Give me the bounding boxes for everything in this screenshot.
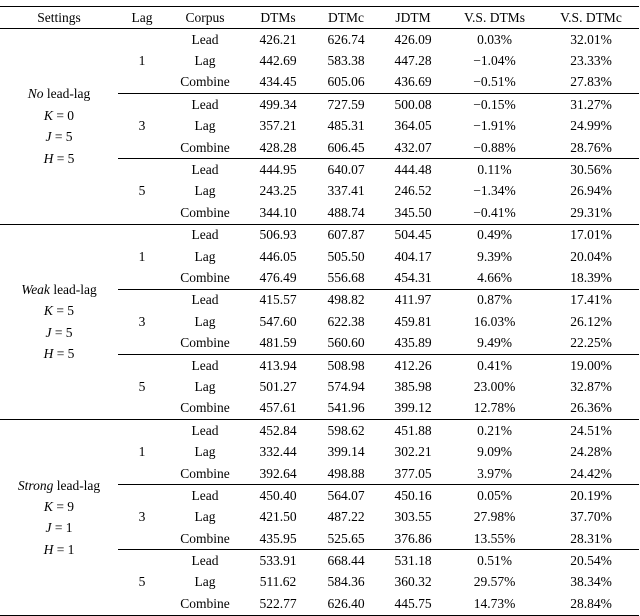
value-cell: 432.07 [394, 139, 432, 155]
value-cell: −1.34% [473, 183, 516, 199]
setting-param: J = 5 [45, 129, 73, 145]
value-cell: 357.21 [259, 118, 297, 134]
value-cell: 626.74 [327, 31, 365, 47]
value-cell: 622.38 [327, 313, 365, 329]
lag-cell: 1 [118, 420, 166, 485]
value-cell: 24.99% [570, 118, 612, 134]
value-cell: 31.27% [543, 94, 639, 116]
value-cell: 574.94 [327, 378, 365, 394]
value-cell: −1.91% [473, 118, 516, 134]
value-cell: 727.59 [312, 94, 380, 116]
value-cell: 444.95 [244, 159, 312, 181]
value-cell: 385.98 [394, 378, 432, 394]
value-cell: 505.50 [327, 248, 365, 264]
col-header-lag: Lag [118, 7, 166, 29]
value-cell: 404.17 [394, 248, 432, 264]
value-cell: −0.41% [473, 204, 516, 220]
value-cell: 450.40 [244, 485, 312, 507]
setting-param: K = 9 [43, 498, 75, 514]
col-header-vs-dtmc: V.S. DTMc [543, 7, 639, 29]
header-row [0, 7, 639, 29]
value-cell: 488.74 [327, 204, 365, 220]
table-row [0, 224, 639, 246]
value-cell: 500.08 [380, 94, 446, 116]
corpus-cell: Lag [194, 53, 216, 69]
corpus-cell: Combine [180, 204, 230, 220]
value-cell: 9.49% [477, 335, 512, 351]
value-cell: 511.62 [259, 574, 297, 590]
corpus-cell: Lead [166, 420, 244, 442]
value-cell: 450.16 [380, 485, 446, 507]
value-cell: 501.27 [259, 378, 297, 394]
setting-param: H = 5 [43, 150, 75, 166]
col-header-jdtm: JDTM [380, 7, 446, 29]
settings-cell [0, 420, 118, 616]
corpus-cell: Lead [191, 31, 219, 47]
value-cell: 246.52 [394, 183, 432, 199]
value-cell: 29.31% [570, 204, 612, 220]
value-cell: 412.26 [380, 354, 446, 376]
col-header-corpus: Corpus [166, 7, 244, 29]
value-cell: 243.25 [259, 183, 297, 199]
value-cell: 24.51% [543, 420, 639, 442]
value-cell: 364.05 [394, 118, 432, 134]
value-cell: 584.36 [327, 574, 365, 590]
value-cell: 498.82 [312, 289, 380, 311]
value-cell: 485.31 [327, 118, 365, 134]
setting-title: Strong lead-lag [17, 477, 101, 493]
value-cell: 508.98 [312, 354, 380, 376]
value-cell: 428.28 [259, 139, 297, 155]
col-header-dtmc: DTMc [312, 7, 380, 29]
corpus-cell: Lead [166, 94, 244, 116]
value-cell: 0.11% [446, 159, 543, 181]
value-cell: 20.19% [543, 485, 639, 507]
value-cell: 28.76% [570, 139, 612, 155]
value-cell: −0.15% [446, 94, 543, 116]
value-cell: 556.68 [327, 269, 365, 285]
lag-cell: 5 [118, 159, 166, 224]
results-table [0, 6, 639, 616]
value-cell: 32.87% [570, 378, 612, 394]
value-cell: 26.12% [570, 313, 612, 329]
corpus-cell: Combine [180, 400, 230, 416]
value-cell: 506.93 [244, 224, 312, 246]
setting-title: Weak lead-lag [21, 281, 97, 297]
corpus-cell: Lead [166, 159, 244, 181]
value-cell: 0.49% [446, 224, 543, 246]
corpus-cell: Combine [180, 595, 230, 611]
value-cell: 37.70% [570, 509, 612, 525]
value-cell: 0.03% [477, 31, 512, 47]
lag-cell: 1 [138, 53, 146, 69]
value-cell: 0.51% [446, 550, 543, 572]
corpus-cell: Lag [194, 574, 216, 590]
value-cell: 626.40 [327, 595, 365, 611]
value-cell: 29.57% [473, 574, 516, 590]
value-cell: 20.54% [543, 550, 639, 572]
value-cell: 436.69 [394, 74, 432, 90]
value-cell: 27.98% [473, 509, 516, 525]
col-header-vs-dtms: V.S. DTMs [446, 7, 543, 29]
value-cell: 332.44 [259, 444, 297, 460]
value-cell: 451.88 [380, 420, 446, 442]
value-cell: 399.14 [327, 444, 365, 460]
lag-cell: 1 [118, 224, 166, 289]
corpus-cell: Lag [194, 248, 216, 264]
value-cell: 426.21 [259, 31, 297, 47]
value-cell: 27.83% [570, 74, 612, 90]
setting-param: K = 0 [43, 107, 75, 123]
value-cell: 499.34 [244, 94, 312, 116]
value-cell: 22.25% [570, 335, 612, 351]
value-cell: 598.62 [312, 420, 380, 442]
corpus-cell: Lead [166, 224, 244, 246]
value-cell: 13.55% [473, 530, 516, 546]
corpus-cell: Lag [194, 313, 216, 329]
value-cell: 17.41% [543, 289, 639, 311]
value-cell: 564.07 [312, 485, 380, 507]
value-cell: 606.45 [327, 139, 365, 155]
value-cell: 18.39% [570, 269, 612, 285]
corpus-cell: Lag [194, 509, 216, 525]
value-cell: 459.81 [394, 313, 432, 329]
value-cell: 38.34% [570, 574, 612, 590]
setting-title: No lead-lag [27, 86, 91, 102]
value-cell: 446.05 [259, 248, 297, 264]
value-cell: 531.18 [380, 550, 446, 572]
setting-param: K = 5 [43, 303, 75, 319]
value-cell: 20.04% [570, 248, 612, 264]
value-cell: 392.64 [259, 465, 297, 481]
table-body [0, 29, 639, 616]
value-cell: 504.45 [380, 224, 446, 246]
table-row [0, 420, 639, 442]
value-cell: 360.32 [394, 574, 432, 590]
corpus-cell: Combine [180, 139, 230, 155]
value-cell: 23.33% [570, 53, 612, 69]
value-cell: 435.89 [394, 335, 432, 351]
value-cell: 447.28 [394, 53, 432, 69]
value-cell: 525.65 [327, 530, 365, 546]
value-cell: 445.75 [394, 595, 432, 611]
value-cell: 30.56% [543, 159, 639, 181]
value-cell: 28.31% [570, 530, 612, 546]
col-header-dtms: DTMs [244, 7, 312, 29]
corpus-cell: Lag [194, 118, 216, 134]
settings-cell [0, 29, 118, 225]
value-cell: 344.10 [259, 204, 297, 220]
value-cell: 376.86 [394, 530, 432, 546]
value-cell: 435.95 [259, 530, 297, 546]
corpus-cell: Lead [166, 550, 244, 572]
value-cell: −0.51% [473, 74, 516, 90]
value-cell: 426.09 [394, 31, 432, 47]
value-cell: 32.01% [570, 31, 612, 47]
corpus-cell: Lag [194, 444, 216, 460]
corpus-cell: Combine [180, 465, 230, 481]
setting-param: H = 1 [43, 541, 75, 557]
value-cell: 303.55 [394, 509, 432, 525]
value-cell: 444.48 [380, 159, 446, 181]
table-row [0, 29, 639, 51]
value-cell: 4.66% [477, 269, 512, 285]
corpus-cell: Combine [180, 74, 230, 90]
value-cell: 413.94 [244, 354, 312, 376]
value-cell: 547.60 [259, 313, 297, 329]
value-cell: 452.84 [244, 420, 312, 442]
value-cell: 0.87% [446, 289, 543, 311]
col-header-settings: Settings [0, 7, 118, 29]
value-cell: 24.42% [570, 465, 612, 481]
value-cell: 26.94% [570, 183, 612, 199]
value-cell: 411.97 [380, 289, 446, 311]
value-cell: 337.41 [327, 183, 365, 199]
value-cell: 9.09% [477, 444, 512, 460]
value-cell: 640.07 [312, 159, 380, 181]
corpus-cell: Combine [180, 335, 230, 351]
corpus-cell: Lead [166, 289, 244, 311]
corpus-cell: Combine [180, 269, 230, 285]
value-cell: 377.05 [394, 465, 432, 481]
corpus-cell: Combine [180, 530, 230, 546]
value-cell: 19.00% [543, 354, 639, 376]
value-cell: 421.50 [259, 509, 297, 525]
value-cell: 28.84% [570, 595, 612, 611]
value-cell: 605.06 [327, 74, 365, 90]
setting-param: J = 5 [45, 324, 73, 340]
value-cell: 0.41% [446, 354, 543, 376]
lag-cell: 3 [118, 485, 166, 550]
corpus-cell: Lag [194, 183, 216, 199]
value-cell: 14.73% [473, 595, 516, 611]
value-cell: 442.69 [259, 53, 297, 69]
value-cell: 533.91 [244, 550, 312, 572]
value-cell: 522.77 [259, 595, 297, 611]
value-cell: 476.49 [259, 269, 297, 285]
lag-cell: 3 [118, 289, 166, 354]
value-cell: 0.21% [446, 420, 543, 442]
value-cell: 415.57 [244, 289, 312, 311]
value-cell: 560.60 [327, 335, 365, 351]
value-cell: 17.01% [543, 224, 639, 246]
value-cell: 12.78% [473, 400, 516, 416]
value-cell: 24.28% [570, 444, 612, 460]
value-cell: −0.88% [473, 139, 516, 155]
value-cell: 583.38 [327, 53, 365, 69]
corpus-cell: Lag [194, 378, 216, 394]
lag-cell: 3 [118, 94, 166, 159]
value-cell: 457.61 [259, 400, 297, 416]
value-cell: 481.59 [259, 335, 297, 351]
value-cell: 9.39% [477, 248, 512, 264]
setting-param: H = 5 [43, 346, 75, 362]
value-cell: 16.03% [473, 313, 516, 329]
lag-cell: 5 [118, 550, 166, 615]
value-cell: 541.96 [327, 400, 365, 416]
value-cell: 26.36% [570, 400, 612, 416]
value-cell: 3.97% [477, 465, 512, 481]
value-cell: 487.22 [327, 509, 365, 525]
corpus-cell: Lead [166, 485, 244, 507]
value-cell: 0.05% [446, 485, 543, 507]
value-cell: 498.88 [327, 465, 365, 481]
setting-param: J = 1 [45, 520, 73, 536]
value-cell: 345.50 [394, 204, 432, 220]
value-cell: 399.12 [394, 400, 432, 416]
value-cell: 302.21 [394, 444, 432, 460]
value-cell: 607.87 [312, 224, 380, 246]
value-cell: 434.45 [259, 74, 297, 90]
value-cell: 23.00% [473, 378, 516, 394]
settings-cell [0, 224, 118, 420]
lag-cell: 5 [118, 354, 166, 419]
value-cell: 454.31 [394, 269, 432, 285]
value-cell: −1.04% [473, 53, 516, 69]
corpus-cell: Lead [166, 354, 244, 376]
value-cell: 668.44 [312, 550, 380, 572]
